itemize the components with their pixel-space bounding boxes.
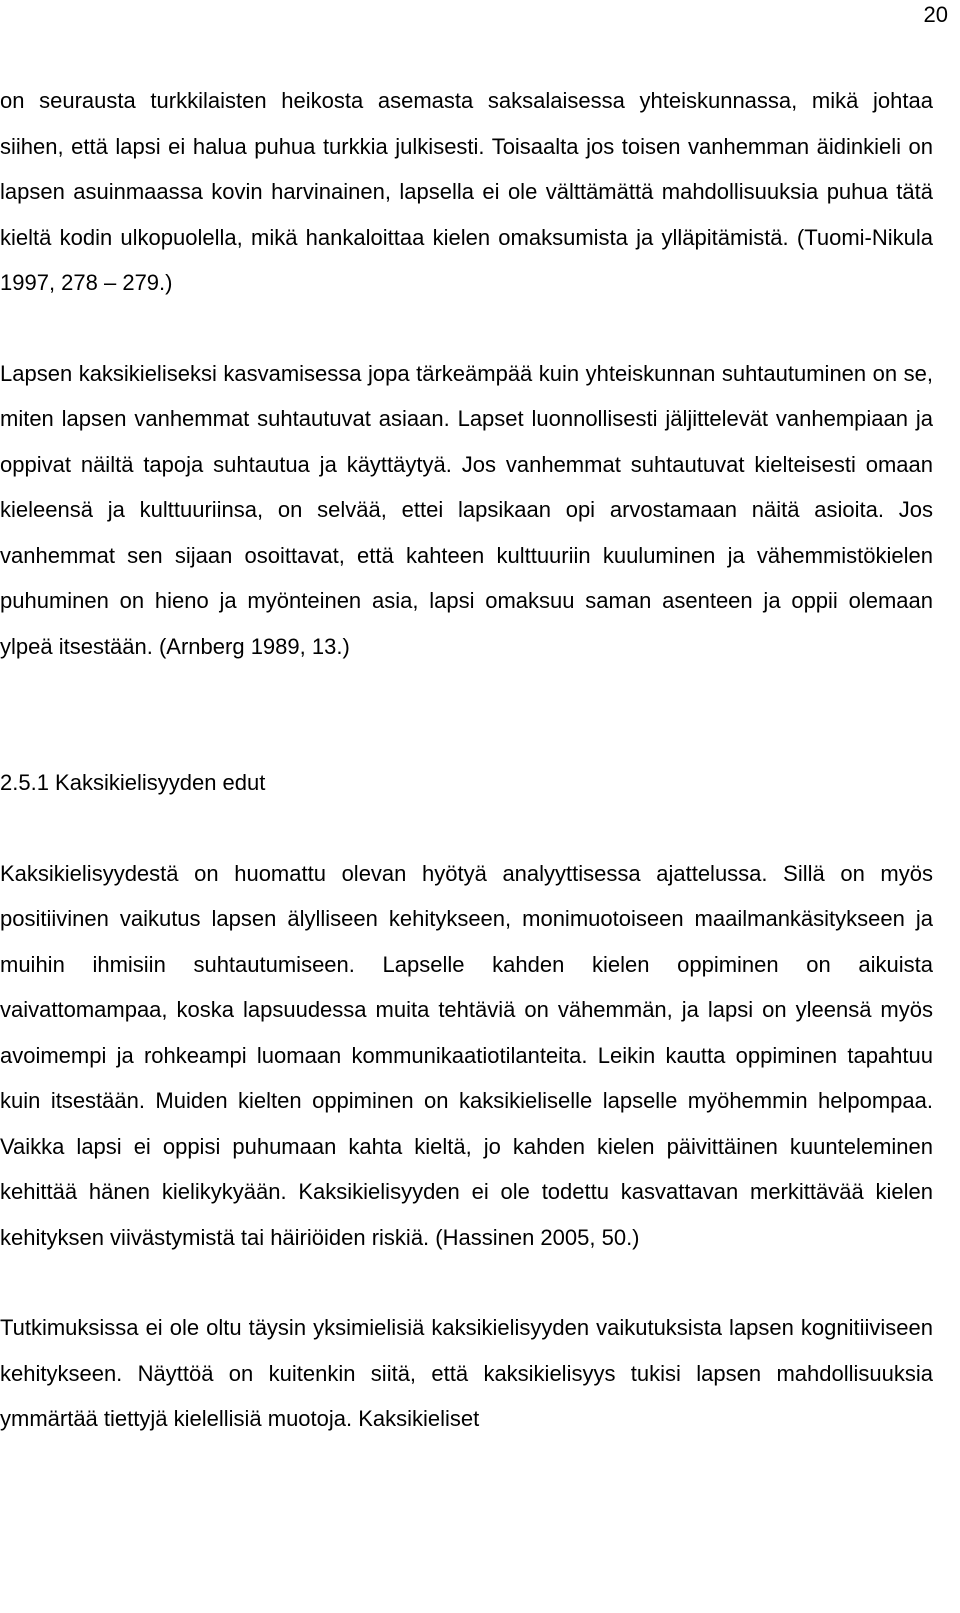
- section-paragraph-1: Kaksikielisyydestä on huomattu olevan hyötyä analyyttisessa ajattelussa. Sillä on myös positiivinen vaikutus lapsen älylliseen kehitykseen, monimuotoiseen maailmankäsitykseen ja muihin ihmisiin suhtautumiseen. Lapselle kahden kielen oppiminen on aikuista vaivattomampaa, koska lapsuudessa muita tehtäviä on vähemmän, ja lapsi on yleensä myös avoimempi ja rohkeampi luomaan kommunikaatiotilanteita. Leikin kautta oppiminen tapahtuu kuin itsestään. Muiden kielten oppiminen on kaksikieliselle lapselle myöhemmin helpompaa. Vaikka lapsi ei oppisi puhumaan kahta kieltä, jo kahden kielen päivittäinen kuunteleminen kehittää hänen kielikykyään. Kaksikielisyyden ei ole todettu kasvattavan merkittävää kielen kehityksen viivästymistä tai häiriöiden riskiä. (Hassinen 2005, 50.): [0, 860, 933, 1250]
- section-paragraph-2: Tutkimuksissa ei ole oltu täysin yksimielisiä kaksikielisyyden vaikutuksista lapsen kognitiiviseen kehitykseen. Näyttöä on kuitenkin siitä, että kaksikielisyys tukisi lapsen mahdollisuuksia ymmärtää tiettyjä kielellisiä muotoja. Kaksikieliset: [0, 1315, 933, 1431]
- section-heading: 2.5.1 Kaksikielisyyden edut: [0, 770, 266, 795]
- paragraph-1: on seurausta turkkilaisten heikosta asemasta saksalaisessa yhteiskunnassa, mikä johtaa siihen, että lapsi ei halua puhua turkkia julkisesti. Toisaalta jos toisen vanhemman äidinkieli on lapsen asuinmaassa kovin harvinainen, lapsella ei ole välttämättä mahdollisuuksia puhua tätä kieltä kodin ulkopuolella, mikä hankaloittaa kielen omaksumista ja ylläpitämistä. (Tuomi-Nikula 1997, 278 – 279.): [0, 88, 933, 295]
- document-body: [0, 78, 933, 1442]
- paragraph-2: Lapsen kaksikieliseksi kasvamisessa jopa tärkeämpää kuin yhteiskunnan suhtautuminen on se, miten lapsen vanhemmat suhtautuvat asiaan. Lapset luonnollisesti jäljittelevät vanhempiaan ja oppivat näiltä tapoja suhtautua ja käyttäytyä. Jos vanhemmat suhtautuvat kielteisesti omaan kieleensä ja kulttuuriinsa, on selvää, ettei lapsikaan opi arvostamaan näitä asioita. Jos vanhemmat sen sijaan osoittavat, että kahteen kulttuuriin kuuluminen ja vähemmistökielen puhuminen on hieno ja myönteinen asia, lapsi omaksuu saman asenteen ja oppii olemaan ylpeä itsestään. (Arnberg 1989, 13.): [0, 360, 933, 659]
- page-number: 20: [923, 2, 948, 27]
